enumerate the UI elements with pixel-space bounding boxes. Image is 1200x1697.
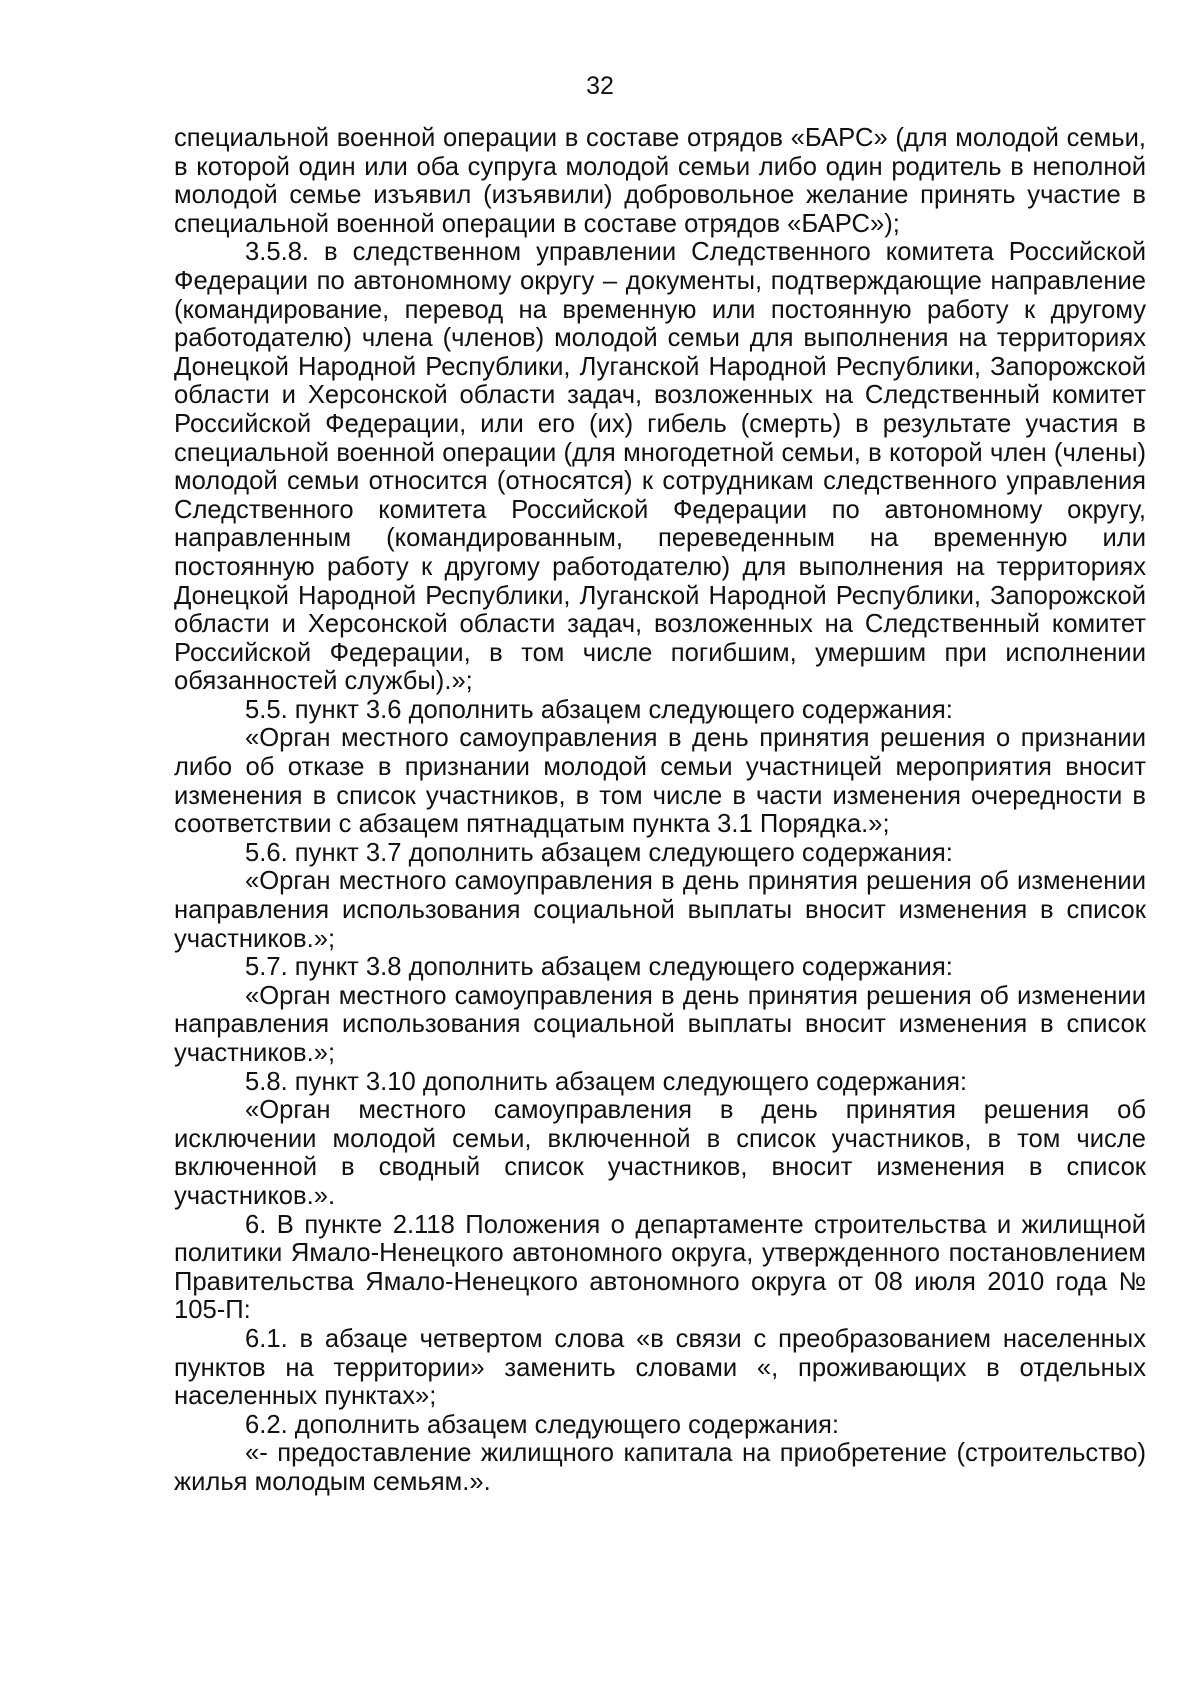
paragraph-8: «Орган местного самоуправления в день принятия решения об изменении направления использования социальной выплаты вносит изменения в список участников.»; (174, 981, 1146, 1067)
paragraph-9: 5.8. пункт 3.10 дополнить абзацем следующего содержания: (245, 1067, 968, 1096)
paragraph-5: 5.6. пункт 3.7 дополнить абзацем следующего содержания: (245, 838, 953, 867)
paragraph-12: 6.1. в абзаце четвертом слова «в связи с преобразованием населенных пунктов на территории» заменить словами «, проживающих в отдельных населенных пунктах»; (174, 1324, 1146, 1411)
paragraph-13: 6.2. дополнить абзацем следующего содержания: (245, 1410, 840, 1439)
paragraph-3: 5.5. пункт 3.6 дополнить абзацем следующего содержания: (245, 695, 953, 724)
paragraph-7: 5.7. пункт 3.8 дополнить абзацем следующего содержания: (245, 953, 953, 982)
paragraph-10: «Орган местного самоуправления в день принятия решения об исключении молодой семьи, включенной в список участников, в том числе включенной в сводный список участников, вносит изменения в список участников.». (174, 1096, 1146, 1210)
paragraph-4: «Орган местного самоуправления в день принятия решения о признании либо об отказе в признании молодой семьи участницей мероприятия вносит изменения в список участников, в том числе в части изменения очередности в соответствии с абзацем пятнадцатым пункта 3.1 Порядка.»; (174, 724, 1146, 839)
paragraph-2: 3.5.8. в следственном управлении Следственного комитета Российской Федерации по автономному округу – документы, подтверждающие направление (командирование, перевод на временную или постоянную работу к другому работодателю) члена (членов) молодой семьи для выполнения на территориях Донецкой Народной Республики, Луганской Народной Республики, Запорожской области и Херсонской области задач, возложенных на Следственный комитет Российской Федерации, или его (их) гибель (смерть) в результате участия в специальной военной операции (для многодетной семьи, в которой член (члены) молодой семьи относится (относятся) к сотрудникам следственного управления Следственного комитета Российской Федерации по автономному округу, направленным (командированным, переведенным на временную или постоянную работу к другому работодателю) для выполнения на территориях Донецкой Народной Республики, Луганской Народной Республики, Запорожской области и Херсонской области задач, возложенных на Следственный комитет Российской Федерации, в том числе погибшим, умершим при исполнении обязанностей службы).»; (174, 238, 1146, 696)
paragraph-14: «- предоставление жилищного капитала на приобретение (строительство) жилья молодым семьям.». (174, 1439, 1146, 1496)
paragraph-6: «Орган местного самоуправления в день принятия решения об изменении направления использования социальной выплаты вносит изменения в список участников.»; (174, 867, 1146, 953)
paragraph-1: специальной военной операции в составе отрядов «БАРС» (для молодой семьи, в которой один или оба супруга молодой семьи либо один родитель в неполной молодой семье изъявил (изъявили) добровольное желание принять участие в специальной военной операции в составе отрядов «БАРС»); (174, 124, 1146, 238)
document-body (174, 124, 1146, 1497)
paragraph-11: 6. В пункте 2.118 Положения о департаменте строительства и жилищной политики Ямало-Ненецкого автономного округа, утвержденного постановлением Правительства Ямало-Ненецкого автономного округа от 08 июля 2010 года № 105-П: (174, 1210, 1146, 1325)
page-number: 32 (586, 72, 614, 100)
